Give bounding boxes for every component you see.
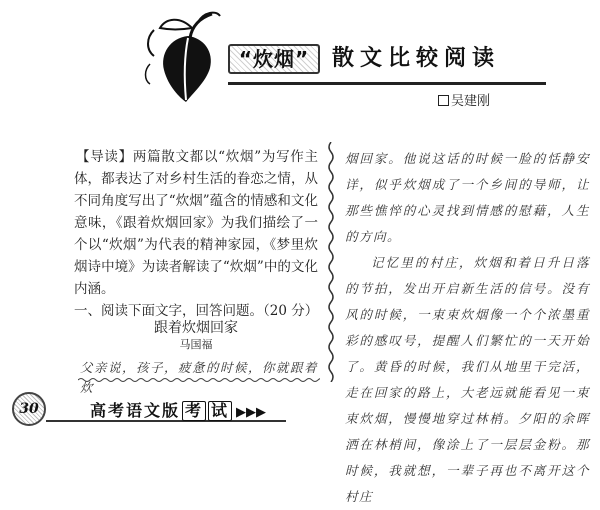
story-first-line: 父亲说，孩子，疲惫的时候，你就跟着炊	[80, 360, 319, 395]
story-title: 跟着炊烟回家	[154, 320, 238, 336]
right-column	[345, 146, 590, 510]
footer-publication: 高考语文版	[90, 401, 181, 420]
byline	[438, 90, 490, 109]
question-heading: 一、阅读下面文字，回答问题。（20 分）	[74, 303, 319, 319]
column-divider	[326, 142, 336, 382]
wavy-underline	[78, 377, 320, 383]
title-quoted-word: “炊烟”	[238, 47, 310, 71]
footer-box-kao: 考	[182, 401, 206, 421]
title-highlight-box	[228, 44, 320, 74]
article-title	[228, 40, 544, 78]
left-column	[74, 146, 318, 322]
story-author: 马国福	[179, 338, 213, 351]
story-paragraph-1: 烟回家。他说这话的时候一脸的恬静安详，似乎炊烟成了一个乡间的导师，让那些憔悴的心灵找到情感的慰藉，人生的方向。	[345, 151, 590, 244]
intro-label: 【导读】	[76, 149, 133, 165]
story-paragraph-2: 记忆里的村庄，炊烟和着日升日落的节拍，发出开启新生活的信号。没有风的时候，一束束炊烟像一个个浓墨重彩的感叹号，提醒人们繁忙的一天开始了。黄昏的时候，我们从地里干完活，走在回家的路上，大老远就能看见一束束炊烟，慢慢地穿过林梢。夕阳的余晖洒在林梢间，像涂上了一层层金粉。那时候，我就想，一辈子再也不离开这个村庄	[345, 255, 590, 504]
intro-paragraph	[74, 146, 318, 300]
title-subtitle: 散文比较阅读	[332, 46, 501, 71]
author-name: 吴建刚	[451, 94, 491, 109]
square-bullet-icon	[438, 95, 449, 106]
intro-text: 两篇散文都以“炊烟”为写作主体，都表达了对乡村生活的眷恋之情，从不同角度写出了“炊烟”蕴含的情感和文化意味，《跟着炊烟回家》为我们描绘了一个以“炊烟”为代表的精神家园，《梦里炊烟诗中境》为读者解读了“炊烟”中的文化内涵。	[74, 149, 318, 297]
title-underline	[228, 82, 546, 85]
footer-label	[90, 398, 266, 421]
footer-box-shi: 试	[208, 401, 232, 421]
page-number: 30	[19, 401, 39, 417]
footer-arrows-icon: ▶▶▶	[236, 405, 267, 420]
leaf-logo-icon	[140, 8, 224, 104]
